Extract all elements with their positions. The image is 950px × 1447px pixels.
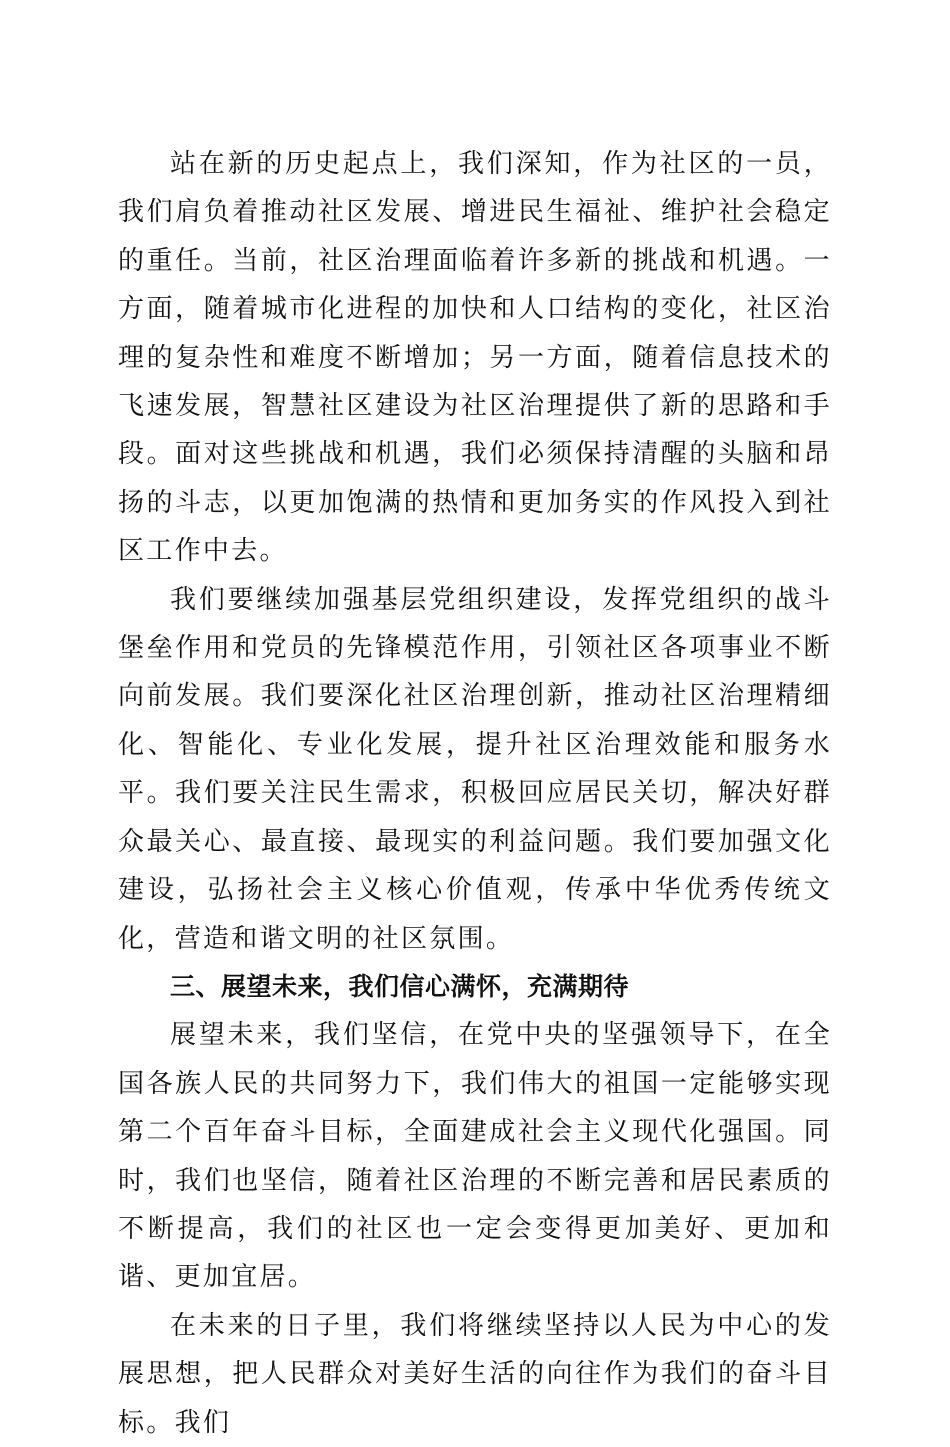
paragraph-future-days: 在未来的日子里，我们将继续坚持以人民为中心的发展思想，把人民群众对美好生活的向往作为我们的奋斗目标。我们 bbox=[118, 1310, 832, 1438]
paragraph-future-outlook: 展望未来，我们坚信，在党中央的坚强领导下，在全国各族人民的共同努力下，我们伟大的祖国一定能够实现第二个百年奋斗目标，全面建成社会主义现代化强国。同时，我们也坚信，随着社区治理的不断完善和居民素质的不断提高，我们的社区也一定会变得更加美好、更加和谐、更加宜居。 bbox=[118, 1020, 832, 1293]
paragraph-community-tasks: 我们要继续加强基层党组织建设，发挥党组织的战斗堡垒作用和党员的先锋模范作用，引领社区各项事业不断向前发展。我们要深化社区治理创新，推动社区治理精细化、智能化、专业化发展，提升社区治理效能和服务水平。我们要关注民生需求，积极回应居民关切，解决好群众最关心、最直接、最现实的利益问题。我们要加强文化建设，弘扬社会主义核心价值观，传承中华优秀传统文化，营造和谐文明的社区氛围。 bbox=[118, 584, 832, 954]
document-body bbox=[118, 140, 832, 1447]
section-heading: 三、展望未来，我们信心满怀，充满期待 bbox=[170, 971, 630, 1001]
paragraph-community-responsibility: 站在新的历史起点上，我们深知，作为社区的一员，我们肩负着推动社区发展、增进民生福祉、维护社会稳定的重任。当前，社区治理面临着许多新的挑战和机遇。一方面，随着城市化进程的加快和人口结构的变化，社区治理的复杂性和难度不断增加；另一方面，随着信息技术的飞速发展，智慧社区建设为社区治理提供了新的思路和手段。面对这些挑战和机遇，我们必须保持清醒的头脑和昂扬的斗志，以更加饱满的热情和更加务实的作风投入到社区工作中去。 bbox=[118, 149, 832, 567]
